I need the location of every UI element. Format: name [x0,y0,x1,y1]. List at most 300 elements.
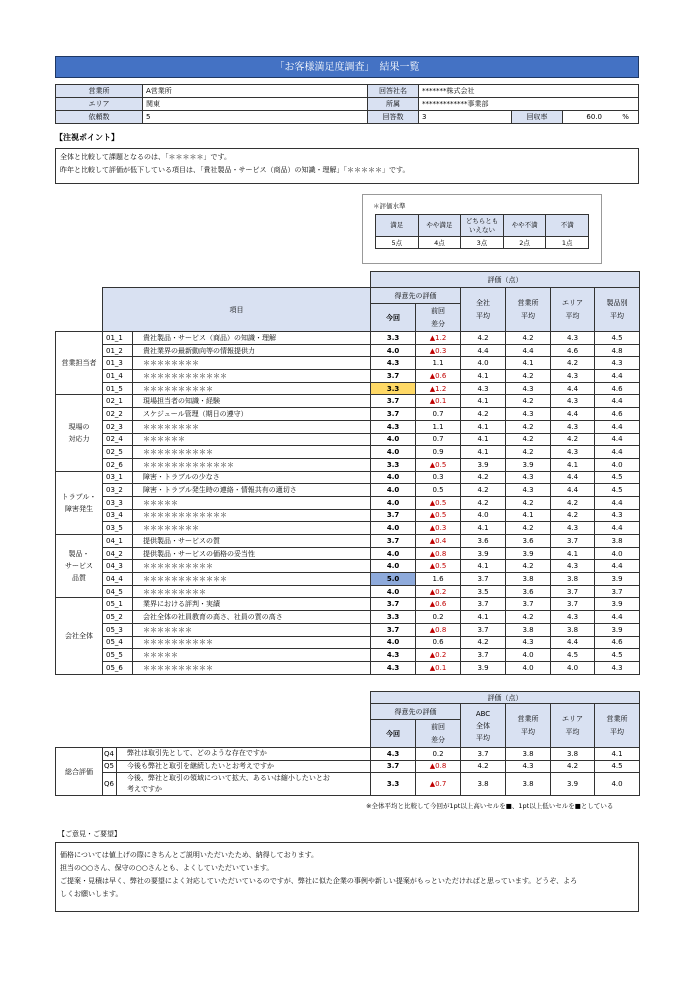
prev-diff: ▲0.4 [416,535,461,548]
overall-current-header: 今回 [371,720,416,748]
avg-office: 4.2 [506,420,551,433]
current-score: 3.3 [371,332,416,345]
prev-diff: 0.2 [416,748,461,761]
avg-office: 4.4 [506,344,551,357]
avg-product: 4.4 [595,433,640,446]
prev-diff: ▲0.2 [416,585,461,598]
avg-b: 3.8 [506,773,551,796]
table-row [56,661,640,674]
current-score: 4.3 [371,649,416,662]
avg-product: 3.7 [595,585,640,598]
current-score: 4.3 [371,357,416,370]
scale-label: 不満 [546,215,589,237]
prev-diff: 0.7 [416,433,461,446]
overall-client-eval: 得意先の評価 [371,704,461,720]
prev-diff: 0.2 [416,611,461,624]
prev-diff: ▲0.5 [416,509,461,522]
group-label: 製品・ サービス 品質 [56,535,103,598]
row-item: 今後、弊社と取引の領域について拡大、あるいは縮小したいとお 考えですか [117,773,371,796]
table-row [56,433,640,446]
avg-all: 4.3 [461,382,506,395]
avg-product: 4.5 [595,471,640,484]
avg-area: 3.7 [551,598,595,611]
row-item: ＊＊＊＊＊＊＊＊＊＊＊＊ [133,509,371,522]
row-code: 04_3 [103,560,133,573]
current-score: 4.0 [371,522,416,535]
row-code: 04_4 [103,573,133,586]
avg-area: 4.3 [551,420,595,433]
avg-office: 4.2 [506,560,551,573]
current-score: 4.0 [371,547,416,560]
avg-all: 4.1 [461,611,506,624]
table-row [56,573,640,586]
scale-label: やや満足 [418,215,461,237]
prev-diff: ▲0.6 [416,598,461,611]
current-score: 3.3 [371,773,416,796]
current-score: 3.7 [371,509,416,522]
prev-diff: 0.6 [416,636,461,649]
avg-b: 4.3 [506,760,551,773]
current-header: 今回 [371,304,416,332]
focus-line-2: 昨年と比較して評価が低下している項目は、「貴社製品・サービス（商品）の知識・理解」「＊＊＊＊＊」です。 [60,166,410,174]
row-code: Q4 [103,748,117,761]
row-code: 01_1 [103,332,133,345]
avg-all: 4.1 [461,560,506,573]
page-title: 「お客様満足度調査」 結果一覧 [55,56,639,78]
row-code: 02_5 [103,446,133,459]
current-score: 4.0 [371,433,416,446]
avg-all: 3.5 [461,585,506,598]
row-item: ＊＊＊＊＊＊＊＊＊＊＊＊ [133,573,371,586]
overall-col-office2: 営業所 平均 [595,704,640,748]
requests-value: 5 [143,111,368,124]
row-item: 障害・トラブルの少なさ [133,471,371,484]
avg-area: 4.4 [551,382,595,395]
row-code: 01_3 [103,357,133,370]
row-code: 04_2 [103,547,133,560]
avg-product: 4.6 [595,636,640,649]
rate-label: 回収率 [512,111,563,124]
avg-product: 3.9 [595,623,640,636]
avg-office: 3.9 [506,458,551,471]
row-code: 05_1 [103,598,133,611]
prev-diff: 1.1 [416,420,461,433]
evaluation-table [55,271,640,675]
prev-diff: ▲0.1 [416,395,461,408]
current-score: 4.0 [371,585,416,598]
current-score: 3.7 [371,598,416,611]
row-item: 業界における評判・実績 [133,598,371,611]
avg-all: 3.9 [461,458,506,471]
overall-group-label: 総合評価 [56,748,103,796]
row-item: ＊＊＊＊＊＊＊＊ [133,522,371,535]
avg-area: 4.2 [551,509,595,522]
scale-label: 満足 [376,215,419,237]
avg-product: 4.4 [595,420,640,433]
row-item: 会社全体の社員教育の高さ、社員の質の高さ [133,611,371,624]
avg-area: 4.3 [551,522,595,535]
prev-diff: ▲0.8 [416,623,461,636]
avg-all: 3.9 [461,661,506,674]
current-score: 4.0 [371,446,416,459]
scale-label: どちらとも いえない [461,215,504,237]
row-item: ＊＊＊＊＊＊＊＊＊＊＊＊ [133,370,371,383]
prev-diff: ▲0.6 [416,370,461,383]
avg-office: 4.2 [506,611,551,624]
answers-label: 回答数 [368,111,419,124]
table-row [56,535,640,548]
dept-label: 所属 [368,98,419,111]
row-code: 01_2 [103,344,133,357]
prev-diff: ▲0.2 [416,649,461,662]
table-row [56,344,640,357]
avg-area: 3.7 [551,535,595,548]
focus-box [55,148,639,184]
row-item: 提供製品・サービスの価格の妥当性 [133,547,371,560]
scale-label: やや不満 [503,215,546,237]
avg-product: 4.3 [595,357,640,370]
client-value: *******株式会社 [419,85,639,98]
comment-line: 担当の○○さん、保守の○○さんとも、よくしていただいています。 [60,864,274,872]
row-code: 05_5 [103,649,133,662]
row-code: 04_5 [103,585,133,598]
avg-office: 3.6 [506,535,551,548]
avg-office: 4.3 [506,484,551,497]
avg-office: 3.6 [506,585,551,598]
row-item: ＊＊＊＊＊＊＊＊ [133,357,371,370]
row-item: 貴社業界の最新動向等の情報提供力 [133,344,371,357]
avg-area: 4.2 [551,433,595,446]
row-code: 02_3 [103,420,133,433]
current-score: 3.7 [371,760,416,773]
avg-all: 4.2 [461,471,506,484]
client-label: 回答社名 [368,85,419,98]
avg-product: 4.6 [595,408,640,421]
avg-area: 4.4 [551,636,595,649]
overall-eval-header: 評価（点） [371,692,640,704]
current-score: 3.7 [371,408,416,421]
row-item: ＊＊＊＊＊＊＊＊＊＊ [133,661,371,674]
avg-d: 4.5 [595,760,640,773]
scale-point: 5点 [376,237,419,249]
avg-area: 4.1 [551,547,595,560]
group-label: トラブル・ 障害発生 [56,471,103,534]
avg-product: 4.4 [595,395,640,408]
row-item: 現場担当者の知識・経験 [133,395,371,408]
avg-office: 4.3 [506,382,551,395]
focus-line-1: 全体と比較して課題となるのは、「＊＊＊＊＊」です。 [60,153,231,161]
prev-diff: 1.6 [416,573,461,586]
table-row [56,760,640,773]
row-code: 05_4 [103,636,133,649]
current-score: 4.3 [371,661,416,674]
table-row [56,649,640,662]
col-abc-header: ABC 全体 平均 [461,704,506,748]
table-row [56,395,640,408]
row-code: 02_4 [103,433,133,446]
row-code: 02_6 [103,458,133,471]
avg-area: 4.2 [551,496,595,509]
scale-point: 1点 [546,237,589,249]
scale-table [375,214,589,249]
avg-area: 3.8 [551,623,595,636]
row-code: 01_4 [103,370,133,383]
avg-c: 4.2 [551,760,595,773]
area-label: エリア [56,98,143,111]
table-row [56,471,640,484]
row-code: 03_5 [103,522,133,535]
avg-area: 4.4 [551,471,595,484]
avg-all: 3.7 [461,623,506,636]
avg-office: 4.2 [506,370,551,383]
avg-all: 3.6 [461,535,506,548]
row-code: 02_2 [103,408,133,421]
avg-product: 3.9 [595,598,640,611]
table-row [56,370,640,383]
client-eval-header: 得意先の評価 [371,288,461,304]
avg-product: 4.4 [595,370,640,383]
avg-office: 3.8 [506,623,551,636]
avg-b: 3.8 [506,748,551,761]
table-row [56,748,640,761]
current-score: 4.0 [371,496,416,509]
row-code: 02_1 [103,395,133,408]
avg-office: 4.1 [506,509,551,522]
avg-office: 4.2 [506,522,551,535]
avg-all: 3.7 [461,598,506,611]
table-row [56,382,640,395]
table-row [56,773,640,796]
avg-area: 4.3 [551,370,595,383]
avg-product: 4.4 [595,522,640,535]
avg-office: 4.0 [506,661,551,674]
table-row [56,484,640,497]
prev-diff: 1.1 [416,357,461,370]
table-row [56,560,640,573]
overall-col-area: エリア 平均 [551,704,595,748]
prev-diff: ▲0.3 [416,344,461,357]
row-code: 01_5 [103,382,133,395]
current-score: 3.3 [371,611,416,624]
prev-diff: ▲0.5 [416,458,461,471]
row-code: 03_1 [103,471,133,484]
prev-diff: 0.3 [416,471,461,484]
row-code: 03_2 [103,484,133,497]
scale-box [362,194,602,264]
current-score: 4.3 [371,420,416,433]
row-item: ＊＊＊＊＊ [133,649,371,662]
table-row [56,458,640,471]
comments-heading: 【ご意見・ご要望】 [58,830,121,838]
avg-all: 4.1 [461,522,506,535]
prev-diff: ▲0.8 [416,547,461,560]
rate-unit: % [622,113,629,121]
overall-col-office: 営業所 平均 [506,704,551,748]
avg-all: 3.9 [461,547,506,560]
table-row [56,420,640,433]
current-score: 4.3 [371,748,416,761]
comment-line: ご提案・見積は早く、弊社の要望によく対応していただいているのですが、弊社に似た企業の事例や新しい提案がもっといただければと思っています。どうぞ、よろ [60,877,578,885]
avg-all: 4.1 [461,395,506,408]
focus-heading: 【注視ポイント】 [55,133,119,142]
overall-prev-diff-header: 前回 差分 [416,720,461,748]
row-code: Q5 [103,760,117,773]
avg-product: 4.5 [595,649,640,662]
avg-all: 4.2 [461,408,506,421]
scale-point: 4点 [418,237,461,249]
current-score: 3.3 [371,382,416,395]
row-item: 今後も弊社と取引を継続したいとお考えですか [117,760,371,773]
row-item: 弊社は取引先として、どのような存在ですか [117,748,371,761]
row-item: ＊＊＊＊＊＊＊＊＊＊ [133,446,371,459]
avg-area: 4.5 [551,649,595,662]
current-score: 3.3 [371,458,416,471]
avg-all: 4.1 [461,433,506,446]
avg-all: 4.2 [461,332,506,345]
office-value: A営業所 [143,85,368,98]
current-score: 3.7 [371,370,416,383]
avg-office: 4.1 [506,357,551,370]
scale-point: 3点 [461,237,504,249]
row-code: 04_1 [103,535,133,548]
comment-line: 価格については値上げの際にきちんとご説明いただいたため、納得しております。 [60,851,319,859]
table-row [56,509,640,522]
avg-product: 4.4 [595,560,640,573]
avg-office: 3.7 [506,598,551,611]
avg-all: 3.7 [461,649,506,662]
avg-d: 4.0 [595,773,640,796]
answers-value: 3 [419,111,512,124]
avg-a: 3.8 [461,773,506,796]
avg-c: 3.8 [551,748,595,761]
table-row [56,357,640,370]
avg-product: 3.9 [595,573,640,586]
current-score: 4.0 [371,484,416,497]
row-code: 03_3 [103,496,133,509]
avg-all: 4.2 [461,484,506,497]
dept-value: *************事業部 [419,98,639,111]
row-item: 提供製品・サービスの質 [133,535,371,548]
avg-area: 4.3 [551,446,595,459]
current-score: 3.7 [371,623,416,636]
row-item: ＊＊＊＊＊＊＊＊＊＊ [133,560,371,573]
avg-product: 4.0 [595,458,640,471]
avg-office: 4.3 [506,636,551,649]
table-row [56,585,640,598]
row-code: 05_2 [103,611,133,624]
row-item: ＊＊＊＊＊＊＊＊＊＊ [133,382,371,395]
avg-product: 4.3 [595,509,640,522]
current-score: 4.0 [371,636,416,649]
prev-diff: 0.5 [416,484,461,497]
row-code: Q6 [103,773,117,796]
avg-area: 3.8 [551,573,595,586]
row-code: 05_6 [103,661,133,674]
current-score: 5.0 [371,573,416,586]
prev-diff: ▲1.2 [416,332,461,345]
legend-note: ※全体平均と比較して今回が1pt以上高いセルを■、1pt以上低いセルを■としている [366,802,614,810]
avg-office: 4.0 [506,649,551,662]
avg-area: 4.3 [551,611,595,624]
avg-all: 4.1 [461,446,506,459]
avg-office: 4.2 [506,332,551,345]
row-item: ＊＊＊＊＊＊＊＊＊＊ [133,636,371,649]
avg-area: 4.4 [551,408,595,421]
row-code: 03_4 [103,509,133,522]
table-row [56,623,640,636]
row-item: ＊＊＊＊＊＊＊＊ [133,420,371,433]
col-product-header: 製品別 平均 [595,288,640,332]
office-label: 営業所 [56,85,143,98]
avg-all: 4.2 [461,636,506,649]
eval-header: 評価（点） [371,272,640,288]
current-score: 3.7 [371,535,416,548]
avg-office: 3.9 [506,547,551,560]
avg-area: 4.4 [551,484,595,497]
prev-diff: ▲0.1 [416,661,461,674]
prev-diff: ▲0.7 [416,773,461,796]
avg-office: 4.2 [506,433,551,446]
row-item: 貴社製品・サービス（商品）の知識・理解 [133,332,371,345]
row-item: 障害・トラブル発生時の連絡・情報共有の適切さ [133,484,371,497]
avg-product: 4.5 [595,332,640,345]
prev-diff: ▲1.2 [416,382,461,395]
item-header: 項目 [103,288,371,332]
avg-area: 4.3 [551,560,595,573]
avg-product: 4.5 [595,484,640,497]
avg-all: 4.1 [461,370,506,383]
group-label: 会社全体 [56,598,103,674]
row-item: スケジュール管理（期日の遵守） [133,408,371,421]
table-row [56,522,640,535]
info-table [55,84,639,124]
avg-product: 4.4 [595,611,640,624]
avg-c: 3.9 [551,773,595,796]
rate-cell [563,111,639,124]
comments-box [55,842,639,912]
prev-diff: ▲0.8 [416,760,461,773]
avg-office: 4.3 [506,408,551,421]
avg-all: 4.2 [461,496,506,509]
table-row [56,547,640,560]
avg-all: 4.1 [461,420,506,433]
avg-a: 3.7 [461,748,506,761]
avg-office: 4.3 [506,471,551,484]
row-item: ＊＊＊＊＊＊ [133,433,371,446]
current-score: 4.0 [371,471,416,484]
overall-table [55,691,640,796]
table-row [56,408,640,421]
table-row [56,496,640,509]
prev-diff: 0.7 [416,408,461,421]
avg-product: 4.0 [595,547,640,560]
scale-point: 2点 [503,237,546,249]
prev-diff: ▲0.5 [416,560,461,573]
row-item: ＊＊＊＊＊＊＊ [133,623,371,636]
avg-product: 3.8 [595,535,640,548]
col-area-header: エリア 平均 [551,288,595,332]
avg-office: 4.2 [506,395,551,408]
avg-area: 4.1 [551,458,595,471]
avg-product: 4.3 [595,661,640,674]
table-row [56,611,640,624]
avg-all: 4.0 [461,509,506,522]
rate-value: 60.0 [586,113,602,121]
table-row [56,332,640,345]
col-office-header: 営業所 平均 [506,288,551,332]
row-code: 05_3 [103,623,133,636]
current-score: 4.0 [371,344,416,357]
